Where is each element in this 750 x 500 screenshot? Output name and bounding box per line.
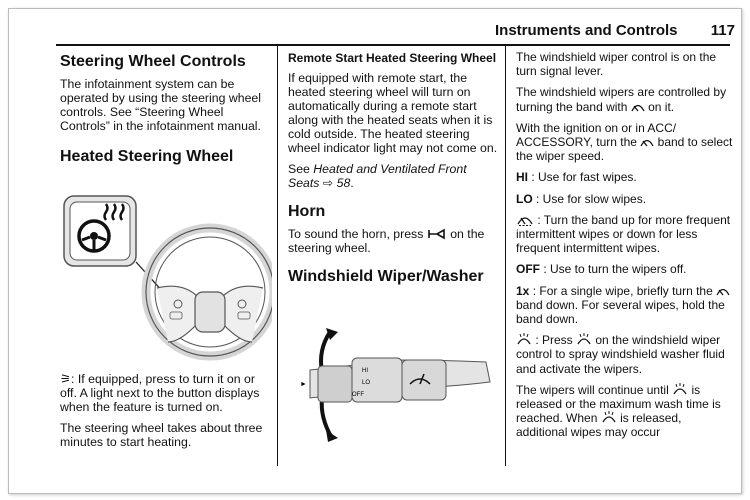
reference-page-number: 58 xyxy=(336,176,351,190)
heading-windshield-wiper: Windshield Wiper/Washer xyxy=(288,268,484,285)
paragraph-remote-start: If equipped with remote start, the heated steering wheel will turn on automatically during a remote start along with the heated seats when it is cold outside. The heated steering wheel indicator light may not come on. xyxy=(288,71,498,155)
wiper-icon xyxy=(640,137,654,148)
item-off: OFF : Use to turn the wipers off. xyxy=(516,262,687,277)
horn-icon xyxy=(427,228,447,240)
column-1-lower xyxy=(60,372,270,456)
svg-text:►: ► xyxy=(300,381,307,388)
washer-icon xyxy=(516,333,532,346)
lever-label-hi: HI xyxy=(362,368,368,374)
washer-icon xyxy=(576,333,592,346)
paragraph-wiper-band: The windshield wipers are controlled by turning the band with on it. xyxy=(516,85,727,114)
page-header xyxy=(495,22,735,39)
paragraph-horn: To sound the horn, press on the steering wheel. xyxy=(288,227,485,255)
item-washer: : Press on the windshield wiper control to spray windshield washer fluid and activate the wipers. xyxy=(516,333,725,376)
column-divider-2 xyxy=(505,46,506,466)
column-divider-1 xyxy=(277,46,278,466)
steering-wheel-drawing xyxy=(146,228,272,356)
heading-heated-steering-wheel: Heated Steering Wheel xyxy=(60,148,234,165)
wiper-icon xyxy=(631,102,645,113)
heading-steering-wheel-controls: Steering Wheel Controls xyxy=(60,53,246,70)
item-1x: 1x : For a single wipe, briefly turn the band down. For several wipes, hold the band down. xyxy=(516,284,736,327)
header-section-title: Instruments and Controls xyxy=(495,22,678,39)
paragraph-heating-time: The steering wheel takes about three minutes to start heating. xyxy=(60,421,263,449)
paragraph-wipers-continue: The wipers will continue until is released or the maximum wash time is reached. When is released, additional wipes may occur xyxy=(516,382,721,440)
item-intermittent: : Turn the band up for more frequent intermittent wipes or down for less frequent intermittent wipes. xyxy=(516,212,731,256)
reference-link-heated-seats[interactable]: Heated and Ventilated Front Seats xyxy=(288,162,467,190)
paragraph-infotainment: The infotainment system can be operated by using the steering wheel controls. See “Steering Wheel Controls” in the infotainment manual. xyxy=(60,77,261,133)
wiper-icon xyxy=(716,286,730,297)
column-1 xyxy=(60,52,270,172)
header-rule xyxy=(56,44,730,46)
paragraph-ignition: With the ignition on or in ACC/ ACCESSORY, turn the band to select the wiper speed. xyxy=(516,120,733,164)
item-lo: LO : Use for slow wipes. xyxy=(516,191,647,206)
heading-horn: Horn xyxy=(288,203,326,220)
paragraph-press-heated: ⚞: If equipped, press to turn it on or off. A light next to the button displays when the feature is turned on. xyxy=(60,372,260,414)
item-hi: HI : Use for fast wipes. xyxy=(516,170,637,185)
intermittent-wiper-icon xyxy=(516,214,534,226)
paragraph-wiper-location: The windshield wiper control is on the turn signal lever. xyxy=(516,50,717,79)
washer-icon xyxy=(601,411,617,424)
washer-icon xyxy=(672,383,688,396)
steering-wheel-illustration xyxy=(62,192,272,362)
column-2 xyxy=(288,52,500,292)
paragraph-see-reference: See Heated and Ventilated Front Seats ⇨ 58. xyxy=(288,162,467,190)
heated-wheel-icon: ⚞ xyxy=(60,372,72,386)
page-ref-arrow-icon: ⇨ xyxy=(322,176,334,190)
wiper-lever-illustration xyxy=(290,326,498,442)
column-3 xyxy=(516,50,736,447)
header-page-number: 117 xyxy=(710,22,735,39)
heading-remote-start: Remote Start Heated Steering Wheel xyxy=(288,51,497,65)
lever-label-off: OFF xyxy=(352,392,364,398)
heated-steering-wheel-button-icon xyxy=(64,196,136,266)
lever-label-lo: LO xyxy=(362,380,371,386)
